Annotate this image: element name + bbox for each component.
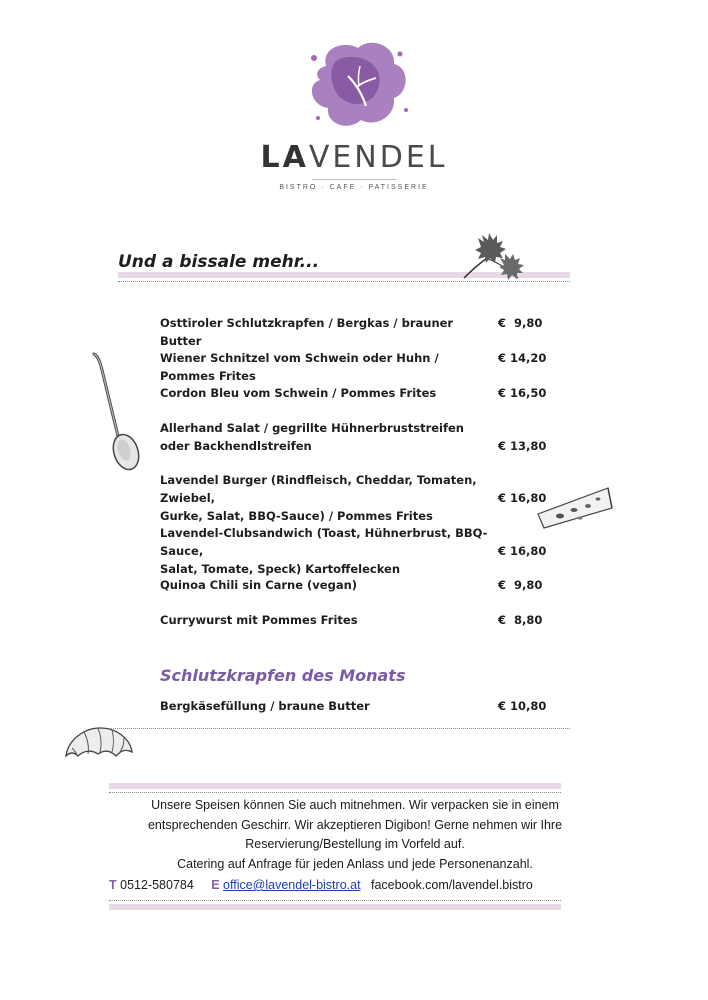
menu-item-name: Osttiroler Schlutzkrapfen / Bergkas / brauner Butter [160,316,454,348]
brand-tagline: BISTRO · CAFE · PATISSERIE [279,184,429,191]
croissant-icon [62,722,134,766]
footer-line: entsprechenden Geschirr. Wir akzeptieren Digibon! Gerne nehmen wir Ihre [147,817,563,832]
menu-item-price: € 9,80 [498,316,543,330]
menu-item-price: € 9,80 [498,578,543,592]
footer-divider-bottom [109,900,561,901]
email-link[interactable]: office@lavendel-bistro.at [223,878,361,892]
menu-item-name: Currywurst mit Pommes Frites [160,613,358,627]
facebook-link[interactable]: facebook.com/lavendel.bistro [370,878,533,892]
contact-line [109,878,533,892]
logo-divider [312,179,396,180]
menu-item-name: Wiener Schnitzel vom Schwein oder Huhn / Pommes Frites [160,351,439,383]
menu-item-name: Allerhand Salat / gegrillte Hühnerbruststreifen oder Backhendlstreifen [160,421,464,453]
brand-name [0,140,708,175]
menu-item-price: € 16,80 [498,491,547,505]
menu-item-name: Quinoa Chili sin Carne (vegan) [160,578,358,592]
section-title: Und a bissale mehr... [118,252,320,272]
special-item-name: Bergkäsefüllung / braune Butter [160,699,370,713]
parsley-icon [456,228,528,284]
footer-line: Unsere Speisen können Sie auch mitnehmen. Wir verpacken sie in einem [151,798,559,812]
footer-band-bottom [109,904,561,910]
phone-label: T [109,878,117,892]
brand-name-bold: LA [260,140,309,175]
menu-item-price: € 14,20 [498,351,547,365]
special-item-price: € 10,80 [498,699,547,713]
menu-item-price: € 13,80 [498,439,547,453]
brand-name-rest: VENDEL [308,140,448,175]
menu-item-name: Cordon Bleu vom Schwein / Pommes Frites [160,386,437,400]
cheese-icon [536,484,616,532]
spoon-icon [86,350,150,476]
phone-number[interactable]: 0512-580784 [120,878,194,892]
footer-divider-top [109,792,561,793]
footer-line: Reservierung/Bestellung im Vorfeld auf. [245,837,465,851]
menu-item-price: € 16,50 [498,386,547,400]
special-divider [109,728,570,729]
special-title: Schlutzkrapfen des Monats [160,666,406,685]
menu-item-price: € 16,80 [498,544,547,558]
footer-band-top [109,783,561,789]
menu-item-name: Lavendel-Clubsandwich (Toast, Hühnerbrust, BBQ-Sauce, Salat, Tomate, Speck) Kartoffelecken [160,526,488,576]
menu-item-price: € 8,80 [498,613,543,627]
lavender-splash-logo [296,36,416,136]
menu-item-name: Lavendel Burger (Rindfleisch, Cheddar, Tomaten, Zwiebel, Gurke, Salat, BBQ-Sauce) / Pommes Frites [160,473,477,523]
footer-info [95,796,615,874]
email-label: E [211,878,220,892]
footer-line: Catering auf Anfrage für jeden Anlass und jede Personenanzahl. [177,856,533,871]
